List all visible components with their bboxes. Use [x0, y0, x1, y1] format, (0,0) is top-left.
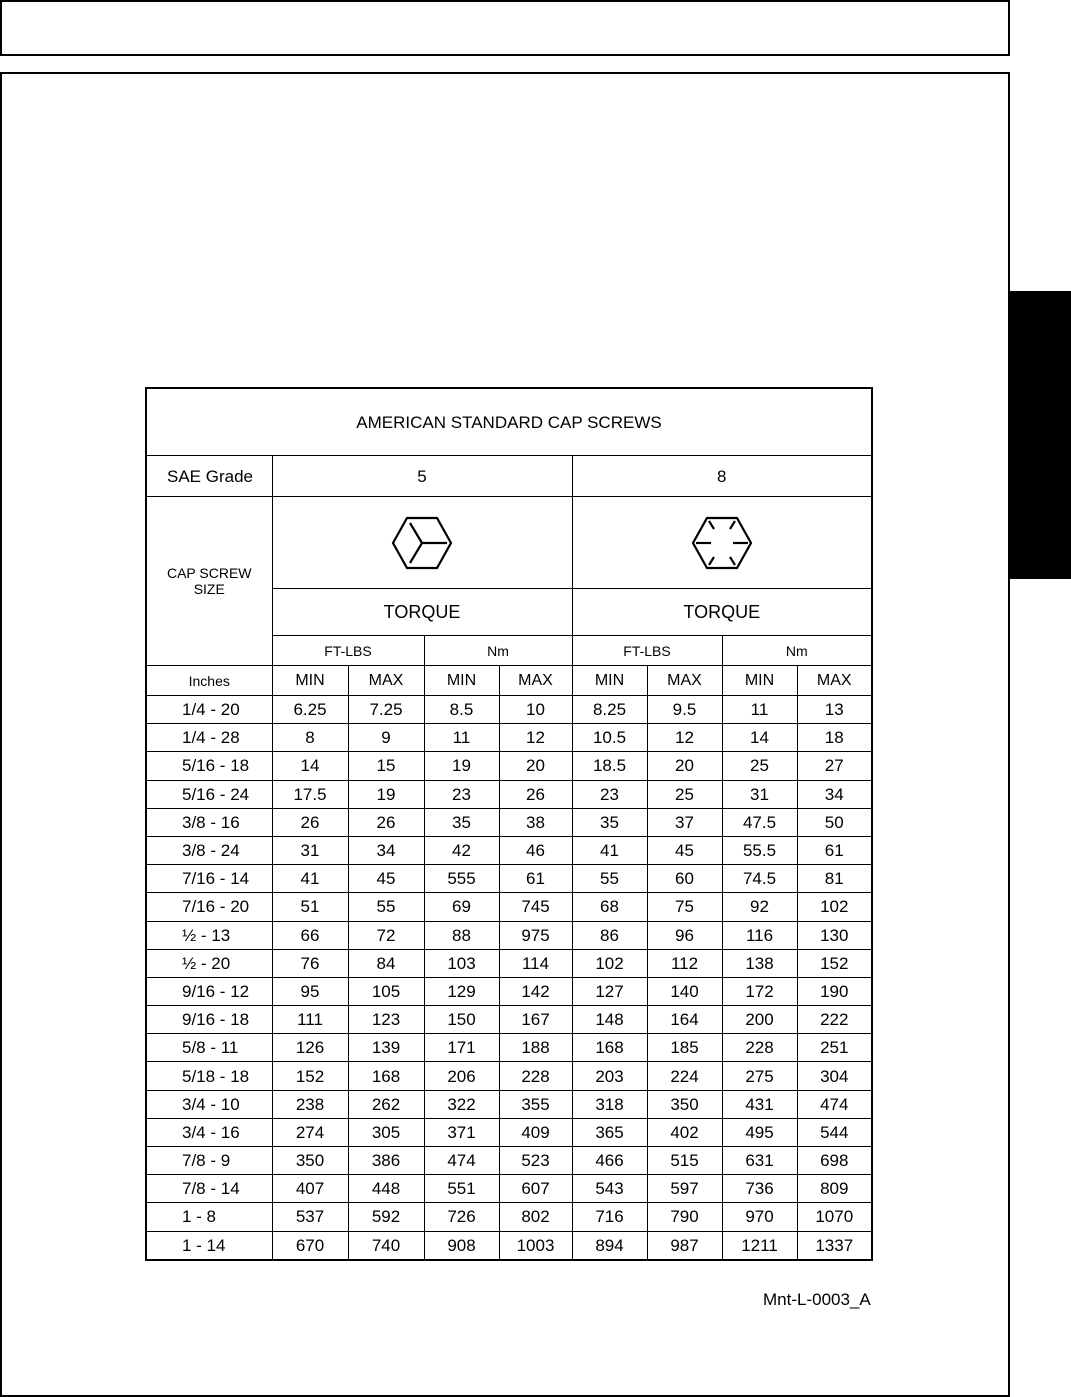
torque-value-cell: 474	[797, 1090, 872, 1118]
table-row	[146, 808, 872, 836]
torque-value-cell: 18	[797, 724, 872, 752]
torque-value-cell: 127	[572, 977, 647, 1005]
torque-value-cell: 10	[499, 696, 572, 724]
torque-value-cell: 139	[348, 1034, 424, 1062]
torque-value-cell: 138	[722, 949, 797, 977]
torque-value-cell: 103	[424, 949, 499, 977]
screw-size-cell: 3/4 - 10	[146, 1090, 272, 1118]
inches-label: Inches	[146, 666, 272, 696]
screw-size-cell: 5/16 - 18	[146, 752, 272, 780]
torque-value-cell: 34	[797, 780, 872, 808]
table-row	[146, 724, 872, 752]
screw-size-cell: 1/4 - 28	[146, 724, 272, 752]
torque-value-cell: 61	[797, 836, 872, 864]
torque-value-cell: 736	[722, 1175, 797, 1203]
torque-value-cell: 1070	[797, 1203, 872, 1231]
torque-value-cell: 114	[499, 949, 572, 977]
torque-value-cell: 11	[722, 696, 797, 724]
torque-value-cell: 18.5	[572, 752, 647, 780]
torque-value-cell: 126	[272, 1034, 348, 1062]
torque-value-cell: 34	[348, 836, 424, 864]
torque-value-cell: 716	[572, 1203, 647, 1231]
torque-value-cell: 407	[272, 1175, 348, 1203]
torque-value-cell: 46	[499, 836, 572, 864]
torque-value-cell: 61	[499, 865, 572, 893]
torque-value-cell: 19	[424, 752, 499, 780]
torque-value-cell: 745	[499, 893, 572, 921]
torque-value-cell: 448	[348, 1175, 424, 1203]
torque-value-cell: 1211	[722, 1231, 797, 1260]
min-label: MIN	[272, 666, 348, 696]
torque-value-cell: 185	[647, 1034, 722, 1062]
torque-value-cell: 495	[722, 1118, 797, 1146]
table-row	[146, 1006, 872, 1034]
table-row	[146, 752, 872, 780]
torque-value-cell: 740	[348, 1231, 424, 1260]
torque-value-cell: 409	[499, 1118, 572, 1146]
table-row	[146, 1090, 872, 1118]
torque-value-cell: 9	[348, 724, 424, 752]
torque-value-cell: 14	[272, 752, 348, 780]
torque-value-cell: 222	[797, 1006, 872, 1034]
torque-value-cell: 19	[348, 780, 424, 808]
torque-value-cell: 190	[797, 977, 872, 1005]
torque-value-cell: 142	[499, 977, 572, 1005]
torque-value-cell: 970	[722, 1203, 797, 1231]
screw-size-cell: 3/8 - 16	[146, 808, 272, 836]
torque-value-cell: 894	[572, 1231, 647, 1260]
max-label: MAX	[348, 666, 424, 696]
table-row	[146, 865, 872, 893]
cap-screw-size-text: CAP SCREW SIZE	[166, 564, 252, 597]
torque-value-cell: 13	[797, 696, 872, 724]
torque-value-cell: 172	[722, 977, 797, 1005]
torque-value-cell: 251	[797, 1034, 872, 1062]
torque-value-cell: 60	[647, 865, 722, 893]
screw-size-cell: 1 - 14	[146, 1231, 272, 1260]
torque-value-cell: 1337	[797, 1231, 872, 1260]
torque-value-cell: 50	[797, 808, 872, 836]
table-row	[146, 1231, 872, 1260]
torque-value-cell: 41	[272, 865, 348, 893]
torque-value-cell: 908	[424, 1231, 499, 1260]
torque-value-cell: 543	[572, 1175, 647, 1203]
torque-value-cell: 45	[647, 836, 722, 864]
torque-value-cell: 8	[272, 724, 348, 752]
torque-value-cell: 515	[647, 1147, 722, 1175]
torque-value-cell: 555	[424, 865, 499, 893]
torque-value-cell: 168	[572, 1034, 647, 1062]
torque-value-cell: 318	[572, 1090, 647, 1118]
torque-value-cell: 31	[722, 780, 797, 808]
torque-value-cell: 8.5	[424, 696, 499, 724]
torque-value-cell: 305	[348, 1118, 424, 1146]
torque-value-cell: 96	[647, 921, 722, 949]
torque-value-cell: 116	[722, 921, 797, 949]
torque-value-cell: 7.25	[348, 696, 424, 724]
torque-value-cell: 26	[272, 808, 348, 836]
screw-size-cell: 7/8 - 14	[146, 1175, 272, 1203]
torque-value-cell: 551	[424, 1175, 499, 1203]
torque-value-cell: 41	[572, 836, 647, 864]
torque-value-cell: 386	[348, 1147, 424, 1175]
torque-value-cell: 203	[572, 1062, 647, 1090]
torque-value-cell: 66	[272, 921, 348, 949]
torque-value-cell: 148	[572, 1006, 647, 1034]
torque-value-cell: 25	[722, 752, 797, 780]
torque-value-cell: 17.5	[272, 780, 348, 808]
torque-value-cell: 402	[647, 1118, 722, 1146]
table-row	[146, 1175, 872, 1203]
torque-value-cell: 987	[647, 1231, 722, 1260]
torque-value-cell: 12	[647, 724, 722, 752]
torque-value-cell: 47.5	[722, 808, 797, 836]
figure-caption: Mnt-L-0003_A	[763, 1290, 871, 1309]
torque-value-cell: 25	[647, 780, 722, 808]
torque-value-cell: 23	[424, 780, 499, 808]
torque-value-cell: 81	[797, 865, 872, 893]
table-row	[146, 1062, 872, 1090]
cap-screw-torque-table	[145, 387, 873, 1261]
torque-value-cell: 206	[424, 1062, 499, 1090]
torque-value-cell: 6.25	[272, 696, 348, 724]
torque-value-cell: 809	[797, 1175, 872, 1203]
torque-value-cell: 168	[348, 1062, 424, 1090]
torque-value-cell: 152	[797, 949, 872, 977]
torque-value-cell: 275	[722, 1062, 797, 1090]
torque-value-cell: 102	[572, 949, 647, 977]
torque-value-cell: 164	[647, 1006, 722, 1034]
screw-size-cell: ½ - 13	[146, 921, 272, 949]
table-row	[146, 1118, 872, 1146]
table-row	[146, 696, 872, 724]
torque-value-cell: 698	[797, 1147, 872, 1175]
torque-value-cell: 523	[499, 1147, 572, 1175]
cap-screw-size-label	[146, 497, 272, 666]
torque-value-cell: 14	[722, 724, 797, 752]
torque-value-cell: 92	[722, 893, 797, 921]
max-label: MAX	[499, 666, 572, 696]
grade-8-nm-label: Nm	[722, 636, 872, 666]
table-row	[146, 1034, 872, 1062]
table-row	[146, 1147, 872, 1175]
torque-value-cell: 350	[272, 1147, 348, 1175]
torque-value-cell: 274	[272, 1118, 348, 1146]
torque-value-cell: 45	[348, 865, 424, 893]
screw-size-cell: 5/16 - 24	[146, 780, 272, 808]
torque-value-cell: 597	[647, 1175, 722, 1203]
torque-value-cell: 802	[499, 1203, 572, 1231]
torque-value-cell: 38	[499, 808, 572, 836]
torque-value-cell: 304	[797, 1062, 872, 1090]
torque-value-cell: 129	[424, 977, 499, 1005]
torque-value-cell: 355	[499, 1090, 572, 1118]
torque-value-cell: 200	[722, 1006, 797, 1034]
screw-size-cell: 5/18 - 18	[146, 1062, 272, 1090]
torque-value-cell: 466	[572, 1147, 647, 1175]
torque-value-cell: 544	[797, 1118, 872, 1146]
torque-value-cell: 322	[424, 1090, 499, 1118]
screw-size-cell: ½ - 20	[146, 949, 272, 977]
min-label: MIN	[424, 666, 499, 696]
torque-value-cell: 35	[572, 808, 647, 836]
torque-value-cell: 111	[272, 1006, 348, 1034]
torque-value-cell: 31	[272, 836, 348, 864]
grade-5-nm-label: Nm	[424, 636, 572, 666]
screw-size-cell: 9/16 - 18	[146, 1006, 272, 1034]
torque-value-cell: 102	[797, 893, 872, 921]
screw-size-cell: 9/16 - 12	[146, 977, 272, 1005]
grade-8-torque-label: TORQUE	[572, 589, 872, 636]
torque-value-cell: 74.5	[722, 865, 797, 893]
torque-value-cell: 350	[647, 1090, 722, 1118]
torque-value-cell: 68	[572, 893, 647, 921]
grade-5-torque-label: TORQUE	[272, 589, 572, 636]
torque-value-cell: 790	[647, 1203, 722, 1231]
screw-size-cell: 3/4 - 16	[146, 1118, 272, 1146]
page-header-frame	[0, 0, 1010, 56]
torque-value-cell: 171	[424, 1034, 499, 1062]
grade-8-header: 8	[572, 456, 872, 497]
torque-value-cell: 95	[272, 977, 348, 1005]
torque-value-cell: 55.5	[722, 836, 797, 864]
torque-value-cell: 726	[424, 1203, 499, 1231]
torque-value-cell: 537	[272, 1203, 348, 1231]
torque-value-cell: 12	[499, 724, 572, 752]
torque-value-cell: 20	[499, 752, 572, 780]
torque-value-cell: 631	[722, 1147, 797, 1175]
grade-5-bolt-head-icon	[391, 516, 453, 570]
sae-grade-label: SAE Grade	[146, 456, 272, 497]
table-row	[146, 836, 872, 864]
torque-value-cell: 55	[348, 893, 424, 921]
torque-value-cell: 51	[272, 893, 348, 921]
torque-value-cell: 23	[572, 780, 647, 808]
torque-value-cell: 238	[272, 1090, 348, 1118]
torque-value-cell: 55	[572, 865, 647, 893]
grade-8-icon-cell	[572, 497, 872, 589]
section-tab	[1009, 291, 1071, 579]
min-label: MIN	[722, 666, 797, 696]
torque-value-cell: 592	[348, 1203, 424, 1231]
torque-value-cell: 371	[424, 1118, 499, 1146]
torque-value-cell: 365	[572, 1118, 647, 1146]
screw-size-cell: 7/16 - 20	[146, 893, 272, 921]
screw-size-cell: 1/4 - 20	[146, 696, 272, 724]
torque-value-cell: 670	[272, 1231, 348, 1260]
torque-value-cell: 474	[424, 1147, 499, 1175]
table-row	[146, 977, 872, 1005]
table-title: AMERICAN STANDARD CAP SCREWS	[146, 388, 872, 456]
torque-value-cell: 26	[499, 780, 572, 808]
grade-5-icon-cell	[272, 497, 572, 589]
torque-value-cell: 86	[572, 921, 647, 949]
torque-value-cell: 76	[272, 949, 348, 977]
table-row	[146, 1203, 872, 1231]
torque-value-cell: 607	[499, 1175, 572, 1203]
grade-5-header: 5	[272, 456, 572, 497]
torque-value-cell: 112	[647, 949, 722, 977]
torque-value-cell: 167	[499, 1006, 572, 1034]
torque-value-cell: 37	[647, 808, 722, 836]
torque-value-cell: 152	[272, 1062, 348, 1090]
table-row	[146, 780, 872, 808]
torque-value-cell: 10.5	[572, 724, 647, 752]
max-label: MAX	[647, 666, 722, 696]
torque-value-cell: 84	[348, 949, 424, 977]
screw-size-cell: 7/8 - 9	[146, 1147, 272, 1175]
screw-size-cell: 1 - 8	[146, 1203, 272, 1231]
torque-value-cell: 228	[722, 1034, 797, 1062]
torque-value-cell: 130	[797, 921, 872, 949]
torque-value-cell: 11	[424, 724, 499, 752]
torque-value-cell: 27	[797, 752, 872, 780]
torque-value-cell: 150	[424, 1006, 499, 1034]
table-row	[146, 949, 872, 977]
screw-size-cell: 5/8 - 11	[146, 1034, 272, 1062]
table-row	[146, 921, 872, 949]
torque-value-cell: 224	[647, 1062, 722, 1090]
torque-value-cell: 72	[348, 921, 424, 949]
torque-value-cell: 975	[499, 921, 572, 949]
torque-value-cell: 228	[499, 1062, 572, 1090]
torque-value-cell: 26	[348, 808, 424, 836]
torque-value-cell: 42	[424, 836, 499, 864]
torque-value-cell: 8.25	[572, 696, 647, 724]
screw-size-cell: 7/16 - 14	[146, 865, 272, 893]
grade-8-ftlbs-label: FT-LBS	[572, 636, 722, 666]
torque-value-cell: 9.5	[647, 696, 722, 724]
torque-value-cell: 105	[348, 977, 424, 1005]
torque-value-cell: 35	[424, 808, 499, 836]
screw-size-cell: 3/8 - 24	[146, 836, 272, 864]
torque-value-cell: 69	[424, 893, 499, 921]
torque-value-cell: 431	[722, 1090, 797, 1118]
torque-value-cell: 123	[348, 1006, 424, 1034]
torque-value-cell: 15	[348, 752, 424, 780]
torque-value-cell: 262	[348, 1090, 424, 1118]
torque-value-cell: 140	[647, 977, 722, 1005]
table-row	[146, 893, 872, 921]
max-label: MAX	[797, 666, 872, 696]
torque-value-cell: 1003	[499, 1231, 572, 1260]
torque-value-cell: 75	[647, 893, 722, 921]
torque-value-cell: 188	[499, 1034, 572, 1062]
torque-value-cell: 20	[647, 752, 722, 780]
grade-8-bolt-head-icon	[691, 516, 753, 570]
min-label: MIN	[572, 666, 647, 696]
grade-5-ftlbs-label: FT-LBS	[272, 636, 424, 666]
torque-value-cell: 88	[424, 921, 499, 949]
